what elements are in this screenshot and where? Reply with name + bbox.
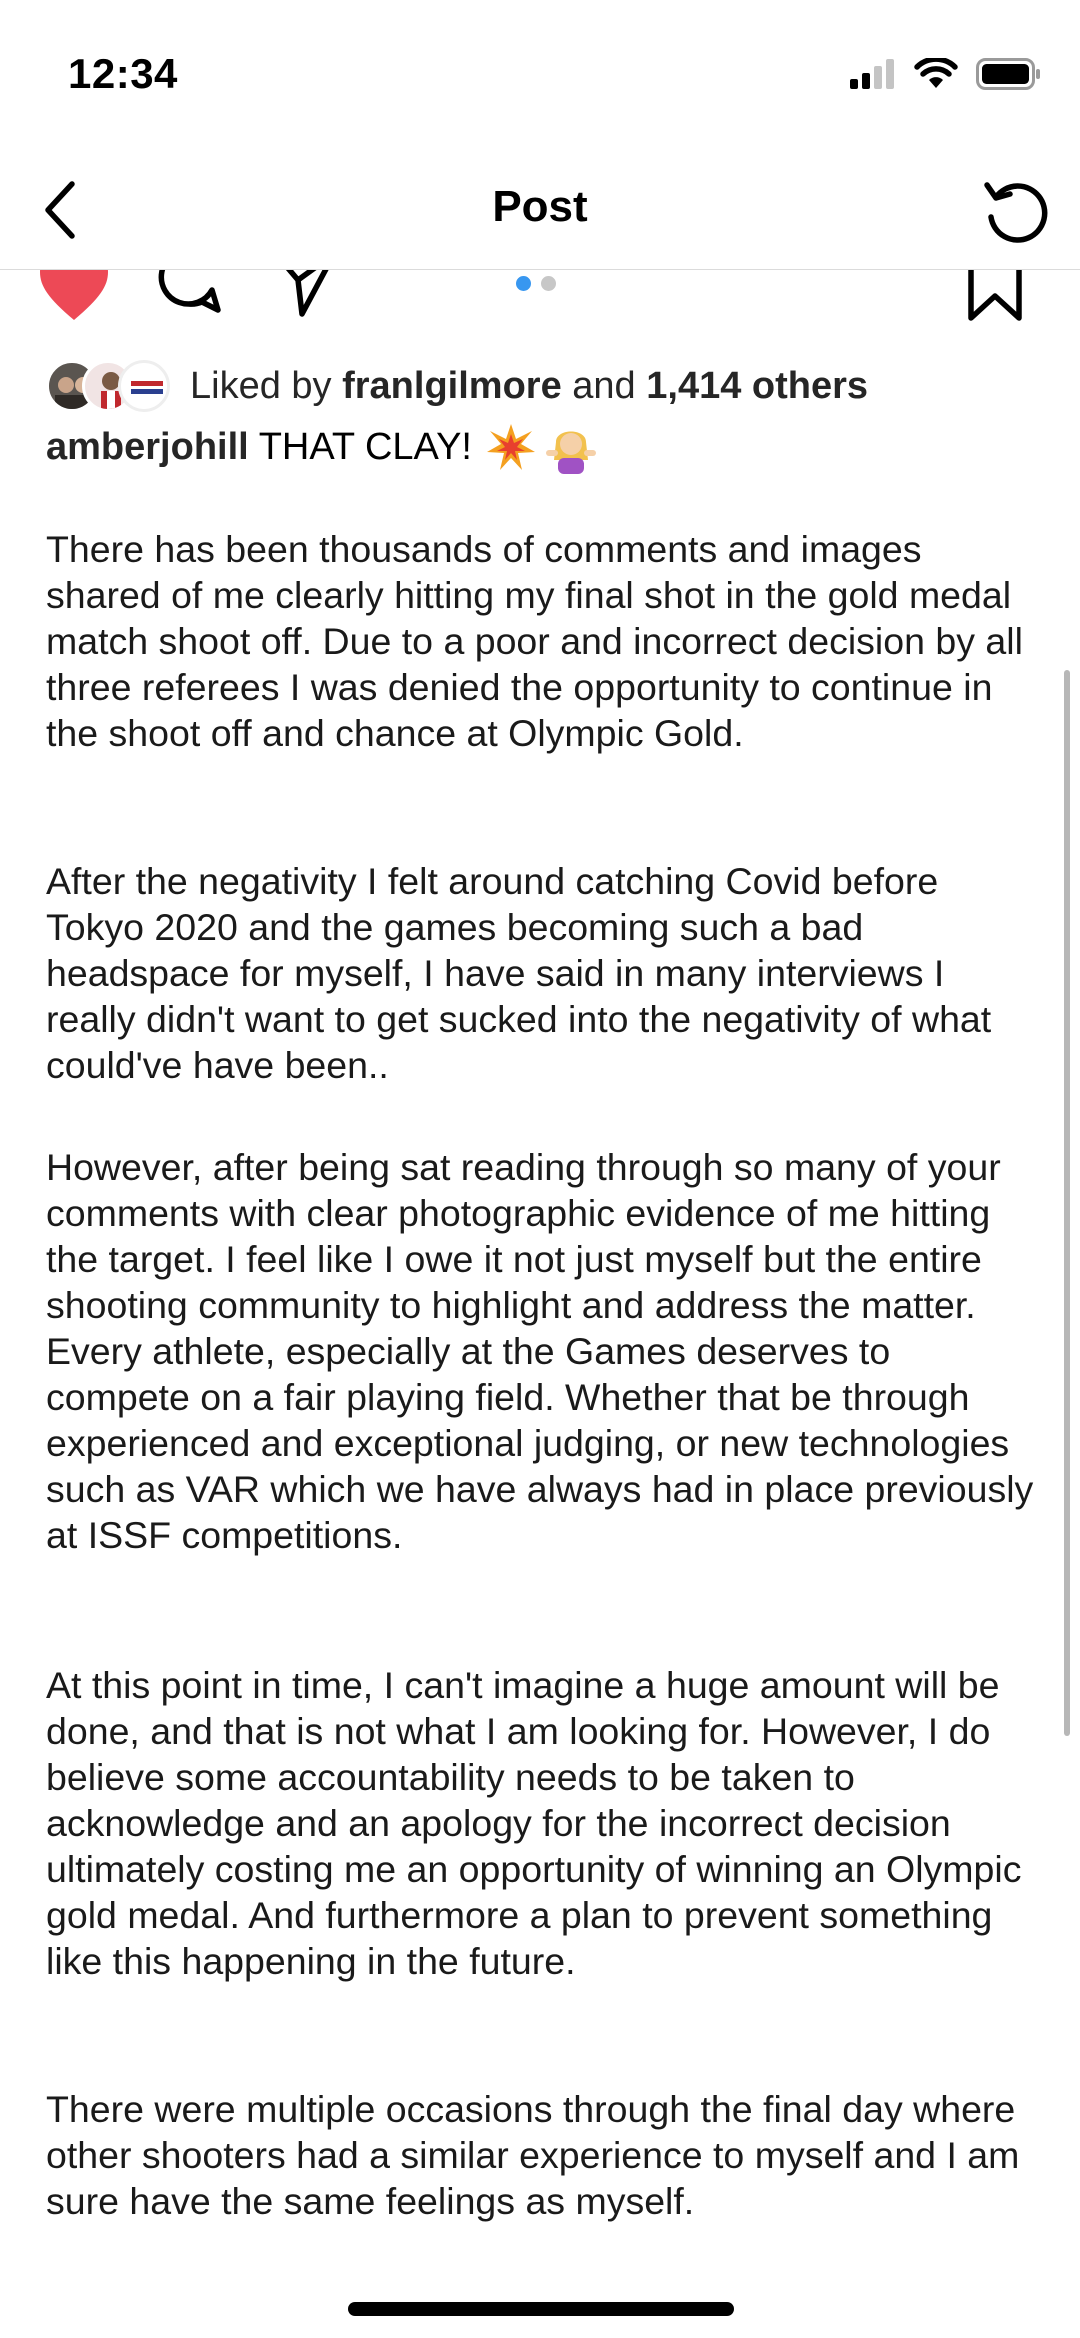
caption-paragraph-3: However, after being sat reading through so many of your comments with clear photographic evidence of me hitting the target. I feel like I owe it not just myself but the entire shooting community to highlight and address the matter. Every athlete, especially at the Games deserves to compete on a fair playing field. Whether that be through experienced and exceptional judging, or new technologies such as VAR which we have always had in place previously at ISSF competitions.	[46, 1146, 1034, 1556]
scrollbar[interactable]	[1064, 670, 1070, 1736]
cellular-signal-icon	[850, 59, 896, 89]
share-icon[interactable]	[272, 270, 338, 324]
woman-shrugging-icon	[544, 420, 598, 474]
caption-paragraph-5: There were multiple occasions through the final day where other shooters had a similar experience to myself and I am sure have the same feelings as myself.	[46, 2088, 1020, 2222]
caption-paragraph-1: There has been thousands of comments and images shared of me clearly hitting my final shot in the gold medal match shoot off. Due to a poor and incorrect decision by all three referees I was denied the opportunity to continue in the shoot off and chance at Olympic Gold.	[46, 528, 1023, 754]
bookmark-icon[interactable]	[966, 270, 1024, 324]
status-bar	[0, 0, 1080, 150]
avatar	[118, 360, 170, 412]
nav-header	[0, 150, 1080, 270]
carousel-indicator	[516, 276, 556, 291]
carousel-dot-2	[541, 276, 556, 291]
caption-paragraph-2: After the negativity I felt around catching Covid before Tokyo 2020 and the games becoming such a bad headspace for myself, I have said in many interviews I really didn't want to get sucked into the negativity of what could've have been..	[46, 860, 992, 1086]
caption	[46, 420, 598, 474]
caption-username[interactable]: amberjohill	[46, 425, 249, 468]
battery-icon	[976, 58, 1042, 90]
carousel-dot-1	[516, 276, 531, 291]
home-indicator[interactable]	[348, 2302, 734, 2316]
likes-prefix: Liked by	[190, 364, 332, 407]
wifi-icon	[914, 58, 958, 90]
page-title: Post	[492, 182, 588, 231]
likes-count[interactable]: 1,414 others	[646, 364, 869, 407]
refresh-button[interactable]	[974, 170, 1058, 254]
liker-avatars	[46, 358, 176, 414]
refresh-icon	[981, 177, 1051, 247]
liker-username[interactable]: franlgilmore	[342, 364, 562, 407]
caption-text: THAT CLAY!	[258, 425, 472, 468]
status-icons	[850, 58, 1042, 90]
heart-icon[interactable]	[38, 270, 110, 324]
likes-summary[interactable]	[46, 358, 868, 414]
caption-paragraph-4: At this point in time, I can't imagine a huge amount will be done, and that is not what I am looking for. However, I do believe some accountability needs to be taken to acknowledge and an apology for the incorrect decision ultimately costing me an opportunity of winning an Olympic gold medal. And furthermore a plan to prevent something like this happening in the future.	[46, 1664, 1022, 1982]
collision-icon	[486, 422, 536, 472]
likes-connector: and	[572, 364, 636, 407]
comment-icon[interactable]	[156, 270, 222, 324]
status-time: 12:34	[68, 50, 178, 97]
post-actions	[0, 270, 1080, 330]
